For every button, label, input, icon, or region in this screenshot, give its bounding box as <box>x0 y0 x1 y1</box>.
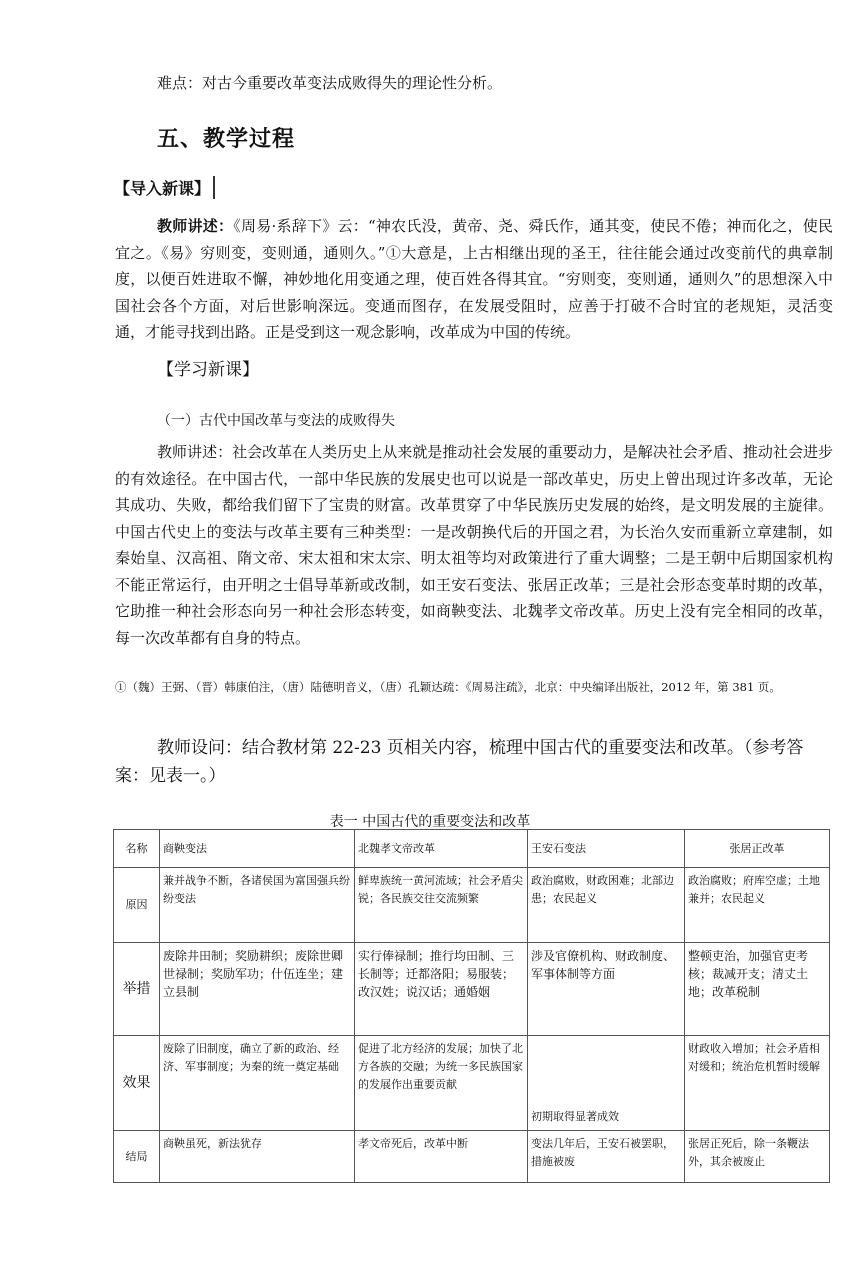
intro-paragraph <box>115 213 833 346</box>
table-cell: 张居正死后，除一条鞭法外，其余被废止 <box>685 1131 830 1183</box>
header-cell: 北魏孝文帝改革 <box>355 830 528 868</box>
table-cell: 兼并战争不断，各诸侯国为富国强兵纷纷变法 <box>160 868 355 943</box>
subsection-title: （一）古代中国改革与变法的成败得失 <box>157 413 395 429</box>
table-cell: 政治腐败，财政困难；北部边患；农民起义 <box>528 868 685 943</box>
intro-text: 《周易·系辞下》云：“神农氏没，黄帝、尧、舜氏作，通其变，使民不倦；神而化之，使民宜之。《易》穷则变，变则通，通则久。”①大意是，上古相继出现的圣王，往往能会通过改变前代的典章制度，以便百姓进取不懈，神妙地化用变通之理，使百姓各得其宜。“穷则变，变则通，通则久”的思想深入中国社会各个方面，对后世影响深远。变通而图存，在发展受阻时，应善于打破不合时宜的老规矩，灵活变通，才能寻找到出路。正是受到这一观念影响，改革成为中国的传统。 <box>115 217 833 341</box>
table-cell: 孝文帝死后，改革中断 <box>355 1131 528 1183</box>
table-cell: 废除井田制；奖励耕织；废除世卿世禄制；奖励军功；什伍连坐；建立县制 <box>160 943 355 1036</box>
table-cell: 实行俸禄制；推行均田制、三长制等；迁都洛阳；易服装；改汉姓；说汉话；通婚姻 <box>355 943 528 1036</box>
section-heading: 五、教学过程 <box>157 126 296 152</box>
table-row <box>114 868 830 943</box>
difficulty-text: 难点：对古今重要改革变法成败得失的理论性分析。 <box>157 74 503 92</box>
table-cell: 废除了旧制度，确立了新的政治、经济、军事制度；为秦的统一奠定基础 <box>160 1036 355 1131</box>
table-header-row <box>114 830 830 868</box>
row-label: 效果 <box>114 1036 160 1131</box>
table-cell: 整顿吏治，加强官吏考核；裁减开支；清丈土地；改革税制 <box>685 943 830 1036</box>
row-label: 举措 <box>114 943 160 1036</box>
table-cell: 初期取得显著成效 <box>528 1036 685 1131</box>
teacher-label: 教师讲述： <box>157 217 234 235</box>
table-cell: 涉及官僚机构、财政制度、军事体制等方面 <box>528 943 685 1036</box>
header-cell: 商鞅变法 <box>160 830 355 868</box>
header-cell: 王安石变法 <box>528 830 685 868</box>
row-label: 原因 <box>114 868 160 943</box>
table-cell: 促进了北方经济的发展；加快了北方各族的交融；为统一多民族国家的发展作出重要贡献 <box>355 1036 528 1131</box>
footnote: ①（魏）王弼、（晋）韩康伯注，（唐）陆德明音义，（唐）孔颖达疏：《周易注疏》，北京：中央编译出版社，2012 年，第 381 页。 <box>115 680 781 694</box>
intro-heading: 【导入新课】 <box>114 176 215 199</box>
table-row <box>114 1036 830 1131</box>
table-cell: 变法几年后，王安石被罢职，措施被废 <box>528 1131 685 1183</box>
teacher-question: 教师设问：结合教材第 22-23 页相关内容，梳理中国古代的重要变法和改革。（参考答案：见表一。） <box>115 738 804 786</box>
row-label: 结局 <box>114 1131 160 1183</box>
table-row <box>114 1131 830 1183</box>
table-cell: 商鞅虽死，新法犹存 <box>160 1131 355 1183</box>
table-cell: 鲜卑族统一黄河流域；社会矛盾尖锐；各民族交往交流频繁 <box>355 868 528 943</box>
header-cell: 名称 <box>114 830 160 868</box>
table-caption: 表一 中国古代的重要变法和改革 <box>329 814 531 830</box>
table-cell: 财政收入增加；社会矛盾相对缓和；统治危机暂时缓解 <box>685 1036 830 1131</box>
reform-table <box>113 829 830 1183</box>
table-cell: 政治腐败；府库空虚；土地兼并；农民起义 <box>685 868 830 943</box>
table-row <box>114 943 830 1036</box>
lecture-paragraph: 教师讲述：社会改革在人类历史上从来就是推动社会发展的重要动力，是解决社会矛盾、推动社会进步的有效途径。在中国古代，一部中华民族的发展史也可以说是一部改革史，历史上曾出现过许多改革，无论其成功、失败，都给我们留下了宝贵的财富。改革贯穿了中华民族历史发展的始终，是文明发展的主旋律。中国古代史上的变法与改革主要有三种类型：一是改朝换代后的开国之君，为长治久安而重新立章建制，如秦始皇、汉高祖、隋文帝、宋太祖和宋太宗、明太祖等均对政策进行了重大调整；二是王朝中后期国家机构不能正常运行，由开明之士倡导革新或改制，如王安石变法、张居正改革；三是社会形态变革时期的改革，它助推一种社会形态向另一种社会形态转变，如商鞅变法、北魏孝文帝改革。历史上没有完全相同的改革，每一次改革都有自身的特点。 <box>115 443 833 647</box>
learn-heading: 【学习新课】 <box>157 360 259 380</box>
header-cell: 张居正改革 <box>685 830 830 868</box>
